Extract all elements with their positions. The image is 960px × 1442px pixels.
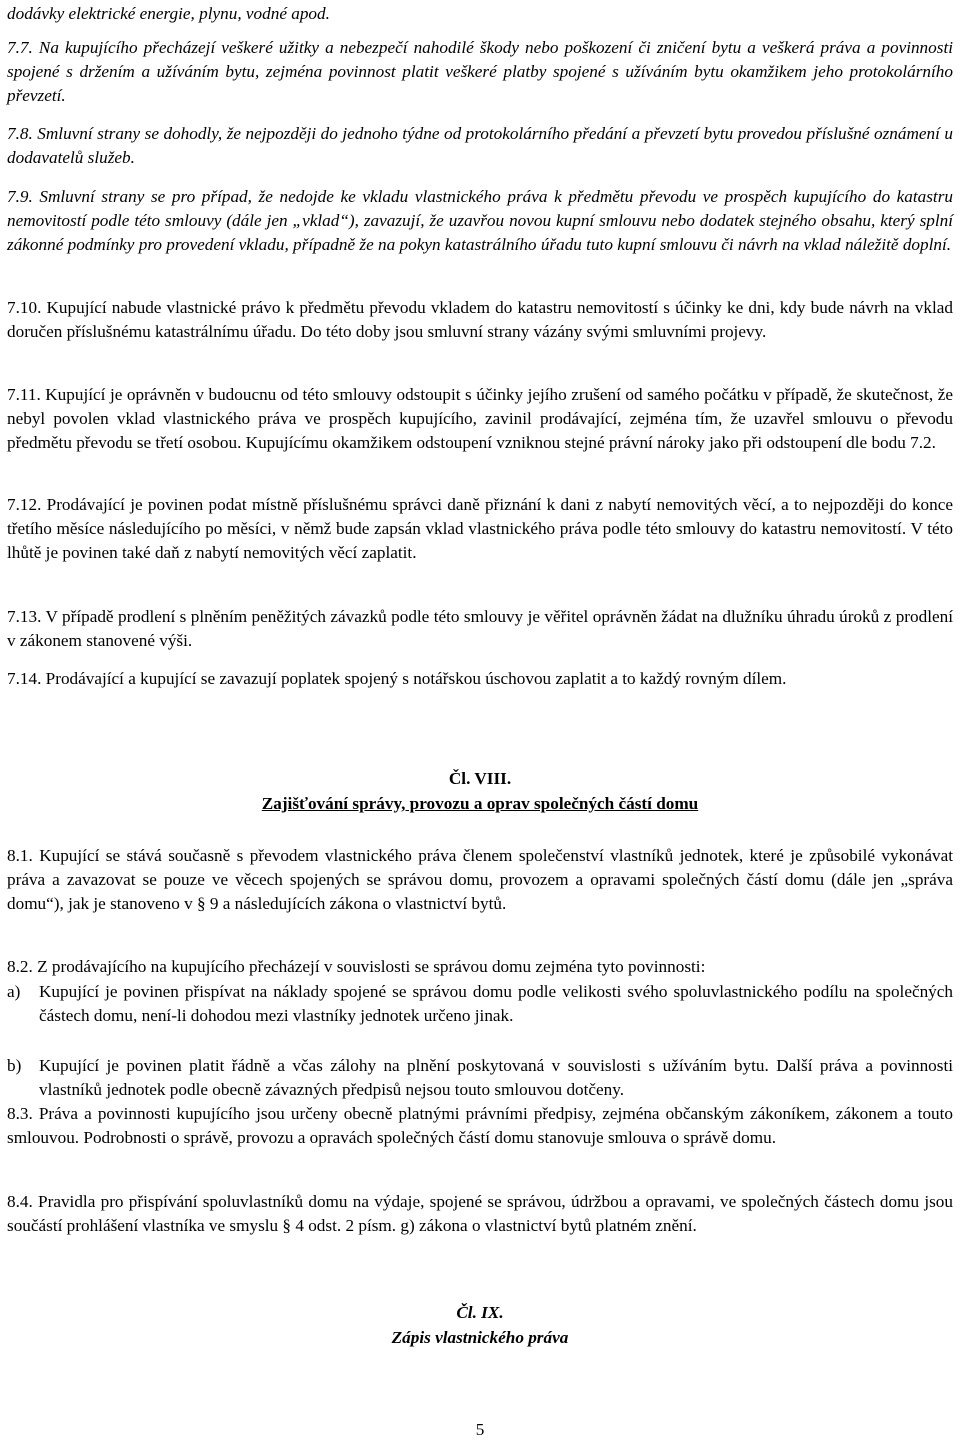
paragraph-8-3: 8.3. Práva a povinnosti kupujícího jsou určeny obecně platnými právními předpisy, zejména občanským zákoníkem, zákonem a touto smlouvou. Podrobnosti o správě, provozu a opravách společných částí domu stanovuje smlouva o správě domu. [7,1104,953,1147]
paragraph-7-9: 7.9. Smluvní strany se pro případ, že nedojde ke vkladu vlastnického práva k předmětu převodu ve prospěch kupujícího do katastru nemovitostí podle této smlouvy (dále jen „vklad“), zavazují, že uzavřou novou kupní smlouvu nebo dodatek stejného obsahu, který splní zákonné podmínky pro provedení vkladu, případně že na pokyn katastrálního úřadu tuto kupní smlouvu či návrh na vklad náležitě doplní. [7,187,953,254]
list-item-a-text: Kupující je povinen přispívat na náklady spojené se správou domu podle velikosti svého spoluvlastnického podílu na společných částech domu, není-li dohodou mezi vlastníky jednotek určeno jinak. [39,982,953,1025]
paragraph-8-4: 8.4. Pravidla pro přispívání spoluvlastníků domu na výdaje, spojené se správou, údržbou a opravami, ve společných částech domu jsou součástí prohlášení vlastníka ve smyslu § 4 odst. 2 písm. g) zákona o vlastnictví bytů platném znění. [7,1192,953,1235]
page-number: 5 [475,1420,485,1439]
paragraph-8-2: 8.2. Z prodávajícího na kupujícího přecházejí v souvislosti se správou domu zejména tyto povinnosti: [7,957,706,976]
paragraph-7-8: 7.8. Smluvní strany se dohodly, že nejpozději do jednoho týdne od protokolárního předání a převzetí bytu provedou příslušné oznámení u dodavatelů služeb. [7,124,953,167]
list-item-b-text: Kupující je povinen platit řádně a včas zálohy na plnění poskytovaná v souvislosti s užíváním bytu. Další práva a povinnosti vlastníků jednotek podle obecně závazných předpisů nejsou touto smlouvou dotčeny. [39,1056,953,1099]
paragraph-7-14: 7.14. Prodávající a kupující se zavazují poplatek spojený s notářskou úschovou zaplatit a to každý rovným dílem. [7,669,787,688]
list-item-a-label: a) [7,982,21,1001]
paragraph-8-1: 8.1. Kupující se stává současně s převodem vlastnického práva členem společenství vlastníků jednotek, které je způsobilé vykonávat práva a zavazovat se pouze ve věcech spojených se správou domu, provozem a opravami společných částí domu (dále jen „správa domu“), jak je stanoveno v § 9 a následujících zákona o vlastnictví bytů. [7,846,953,913]
paragraph-7-13: 7.13. V případě prodlení s plněním peněžitých závazků podle této smlouvy je věřitel oprávněn žádat na dlužníku úhradu úroků z prodlení v zákonem stanovené výši. [7,607,953,650]
list-item-b-label: b) [7,1056,22,1075]
article-8-number: Čl. VIII. [448,769,512,788]
paragraph-7-12: 7.12. Prodávající je povinen podat místně příslušnému správci daně přiznání k dani z nabytí nemovitých věcí, a to nejpozději do konce třetího měsíce následujícího po měsíci, v němž bude zapsán vklad vlastnického práva podle této smlouvy do katastru nemovitostí. V této lhůtě je povinen také daň z nabytí nemovitých věcí zaplatit. [7,495,953,562]
paragraph-7-11: 7.11. Kupující je oprávněn v budoucnu od této smlouvy odstoupit s účinky jejího zrušení od samého počátku v případě, že skutečnost, že nebyl povolen vklad vlastnického práva ve prospěch kupujícího, zavinil prodávající, zejména tím, že uzavřel smlouvu o převodu předmětu převodu se třetí osobou. Kupujícímu okamžikem odstoupení vzniknou stejné právní nároky jako při odstoupení dle bodu 7.2. [7,385,953,452]
article-8-title: Zajišťování správy, provozu a oprav společných částí domu [261,794,699,813]
paragraph-7-7: 7.7. Na kupujícího přecházejí veškeré užitky a nebezpečí nahodilé škody nebo poškození či zničení bytu a veškerá práva a povinnosti spojené s držením a užíváním bytu, zejména povinnost platit veškeré platby spojené s užíváním bytu okamžikem jeho protokolárního převzetí. [7,38,953,105]
article-9-number: Čl. IX. [456,1303,504,1322]
paragraph-7-10: 7.10. Kupující nabude vlastnické právo k předmětu převodu vkladem do katastru nemovitostí s účinky ke dni, kdy bude návrh na vklad doručen příslušnému katastrálnímu úřadu. Do této doby jsou smluvní strany vázány svými smluvními projevy. [7,298,953,341]
paragraph-fragment: dodávky elektrické energie, plynu, vodné apod. [7,4,330,23]
article-9-title: Zápis vlastnického práva [391,1328,569,1347]
